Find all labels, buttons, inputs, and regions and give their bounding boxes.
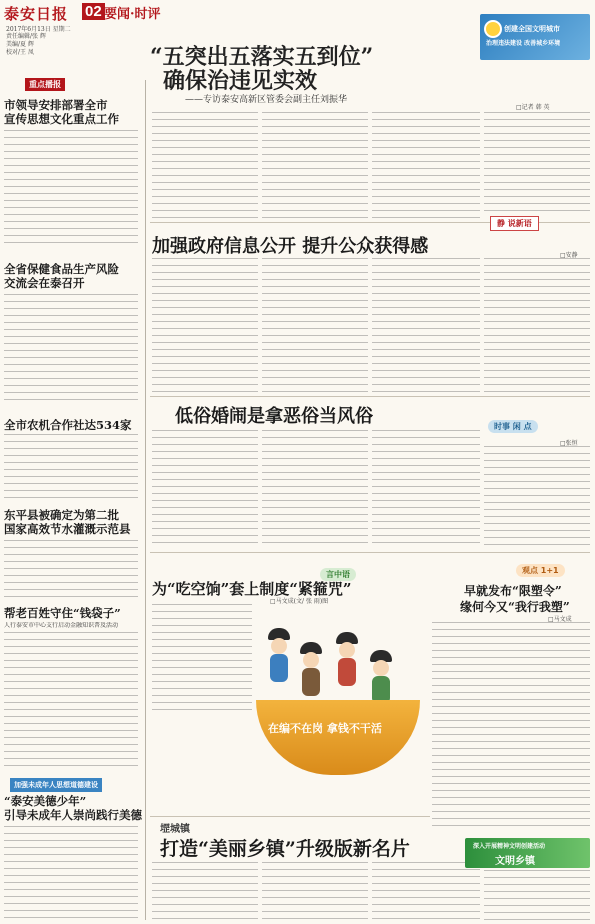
commentary-tag: 言中语 (320, 568, 356, 581)
editor-line: 美编/夏 辉 (6, 41, 34, 48)
banner-line: 治理违法建设 改善城乡环境 (486, 40, 561, 47)
commentary-headline: 缘何今又“我行我塑” (460, 600, 570, 614)
commentary-author: □张恒 (560, 440, 578, 447)
commentary-body-column (484, 446, 590, 548)
feature-body-column (484, 870, 590, 920)
lead-body-column (484, 112, 590, 216)
commentary-tag: 时事 闲 点 (488, 420, 538, 433)
commentary-body-column (484, 258, 590, 392)
story-body (4, 540, 138, 602)
feature-body-column (372, 862, 480, 920)
commentary-tag: 静 说新语 (490, 216, 539, 231)
commentary-body-column (372, 430, 480, 548)
divider (150, 816, 430, 817)
lead-body-column (372, 112, 480, 220)
masthead (4, 3, 161, 63)
story-body (4, 130, 138, 248)
story-headline: 全市农机合作社达534家 (4, 418, 132, 432)
divider (150, 396, 590, 397)
commentary-headline: 为“吃空饷”套上制度“紧箍咒” (152, 580, 352, 598)
story-headline: 宣传思想文化重点工作 (4, 112, 119, 126)
lead-body-column (262, 112, 368, 220)
banner-line: 创建全国文明城市 (504, 25, 560, 33)
commentary-author: □安静 (560, 252, 578, 259)
commentary-body-column (372, 258, 480, 392)
moral-building-tag: 加强未成年人思想道德建设 (10, 778, 102, 792)
story-headline: 交流会在泰召开 (4, 276, 85, 290)
town-tag: 堽城镇 (160, 824, 190, 835)
banner-line: 深入开展精神文明创建活动 (473, 843, 546, 850)
story-headline: “泰安美德少年” (4, 794, 87, 808)
commentary-body-column (152, 430, 258, 548)
lead-headline-line2: 确保治违见实效 (163, 68, 318, 94)
cartoon-caption: 在编不在岗 拿钱不干活 (268, 722, 382, 735)
commentary-body-column (262, 430, 368, 548)
section-title: 要闻·时评 (104, 7, 161, 22)
commentary-body-column (262, 258, 368, 392)
lead-byline: □记者 韩 英 (516, 104, 550, 111)
figure-body (302, 668, 320, 696)
feature-body-column (262, 862, 368, 920)
story-headline: 东平县被确定为第二批 (4, 508, 119, 522)
feature-body-column (152, 862, 258, 920)
figure-face (339, 642, 355, 658)
commentary-headline: 低俗婚闹是拿恶俗当风俗 (175, 406, 373, 427)
civilization-banner (480, 14, 590, 60)
commentary-body-column (152, 604, 252, 714)
commentary-author: □马文成 (548, 616, 572, 623)
commentary-body-column (152, 258, 258, 392)
editor-line: 责任编辑/张 辉 (6, 33, 46, 40)
commentary-headline: 加强政府信息公开 提升公众获得感 (152, 236, 429, 257)
emblem-icon (484, 20, 502, 38)
figure-face (271, 638, 287, 654)
story-body (4, 434, 138, 500)
story-headline: 全省保健食品生产风险 (4, 262, 119, 276)
story-body (4, 826, 138, 918)
commentary-author: □马文成(文/ 张 雨)图 (270, 598, 329, 605)
editor-line: 校对/王 凤 (6, 49, 34, 56)
newspaper-logo: 泰安日报 (4, 5, 69, 23)
lead-subhead: ——专访泰安高新区管委会副主任刘振华 (185, 95, 348, 105)
story-body (4, 632, 138, 772)
story-subhead: 人行泰安市中心支行启动金融知识普及活动 (4, 622, 119, 629)
figure-face (303, 652, 319, 668)
story-body (4, 294, 138, 404)
key-news-tag: 重点播报 (25, 78, 65, 91)
lead-headline-line1: “五突出五落实五到位” (150, 44, 374, 70)
column-divider (145, 80, 146, 920)
civilization-town-banner (465, 838, 590, 868)
figure-body (338, 658, 356, 686)
lead-body-column (152, 112, 258, 220)
commentary-headline: 早就发布“限塑令” (464, 584, 562, 598)
story-headline: 国家高效节水灌溉示范县 (4, 522, 131, 536)
story-headline: 市领导安排部署全市 (4, 98, 108, 112)
issue-date: 2017年6月13日 星期二 (6, 26, 71, 33)
banner-line: 文明乡镇 (495, 856, 535, 867)
story-headline: 帮老百姓守住“钱袋子” (4, 606, 121, 620)
divider (150, 552, 590, 553)
feature-headline: 打造“美丽乡镇”升级版新名片 (160, 838, 410, 860)
rice-bowl (256, 700, 420, 775)
figure-body (270, 654, 288, 682)
figure-face (373, 660, 389, 676)
commentary-body-column (432, 622, 590, 832)
page-number: 02 (82, 3, 105, 20)
story-headline: 引导未成年人崇尚践行美德 (4, 808, 142, 822)
editor-credits (6, 33, 46, 57)
commentary-tag: 观点 1+1 (516, 564, 565, 577)
